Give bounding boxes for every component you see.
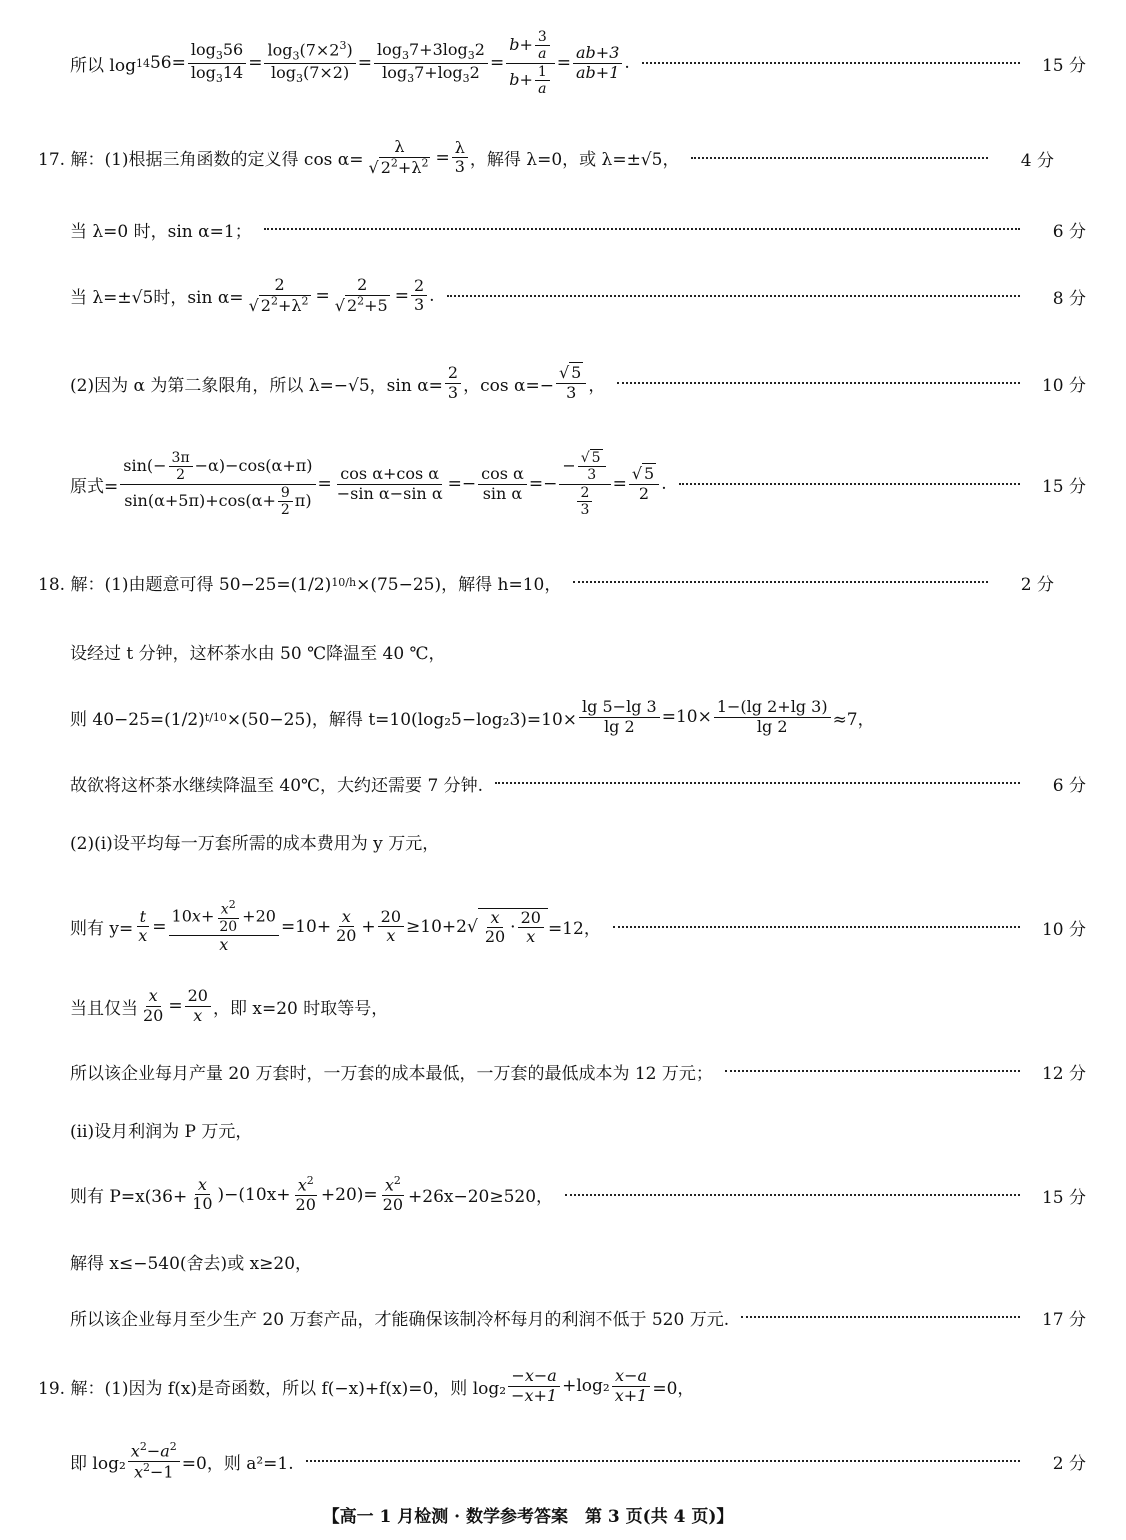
fraction: $\frac{x}{20}$: [143, 986, 164, 1025]
leader-dots: [691, 157, 988, 159]
leader-dots: [573, 581, 988, 583]
fraction: 2 √ $2^2+5$: [332, 276, 393, 315]
answer-line-17-case2: 当 λ=±√5时，sin α= 2 √ $2^2+\lambda^2$ = 2 √ $2^2+5$ = $\frac{2}{3}$ . 8 分: [0, 273, 1126, 319]
answer-line-18-2ii: (ⅱ)设月利润为 P 万元，: [70, 1121, 253, 1142]
score-label: 10 分: [1041, 919, 1086, 940]
leader-dots: [565, 1194, 1020, 1196]
answer-line-18-solve: 则 40−25=(1/2) t/10 ×(50−25)，解得 t=10(log₂5−log₂3)=10× $\frac{\lg 5-\lg 3}{\lg 2}$ =10× $\frac{1-(\lg 2+\lg 3)}{\lg 2}$ ≈7，: [70, 697, 875, 736]
answer-line-18-1: 18. 解：(1)由题意可得 50−25=(1/2) 10/h ×(75−25)，解得 h=10， 2 分: [0, 562, 1094, 602]
answer-line-19-result: 即 log₂ $\frac{x^2-a^2}{x^2-1}$ =0，则 a²=1. 2 分: [0, 1438, 1126, 1484]
fraction: 2 √ $2^2+\lambda^2$: [246, 276, 314, 315]
fraction: $\frac{\log_37+3\log_32}{\log_37+\log_32}$: [374, 41, 488, 86]
fraction: $\frac{\text{cos α+cos α}}{\text{−sin α−sin α}}$: [336, 464, 443, 503]
fraction: $\frac{1-(\lg 2+\lg 3)}{\lg 2}$: [714, 698, 831, 736]
fraction: b+ $\frac{3}{a}$ b+ $\frac{1}{a}$: [506, 29, 555, 96]
fraction: $\frac{t}{x}$: [138, 907, 148, 946]
fraction: $\frac{x^2}{20}$: [382, 1174, 404, 1215]
answer-line-18-min-cost: 所以该企业每月产量 20 万套时，一万套的成本最低，一万套的最低成本为 12 万元； 12 分: [0, 1056, 1126, 1086]
leader-dots: [679, 483, 1020, 485]
fraction: $\frac{ab+3}{ab+1}$: [573, 44, 622, 82]
fraction: $\frac{\lg 5-\lg 3}{\lg 2}$: [579, 698, 660, 736]
score-label: 10 分: [1041, 375, 1086, 396]
answer-line-17-1: 17. 解：(1)根据三角函数的定义得 cos α= λ √ $2^2+\lambda^2$ = $\frac{\lambda}{3}$ ，解得 λ=0，或 λ=±√5， 4 分: [0, 135, 1094, 181]
answer-line-18-equality: 当且仅当 $\frac{x}{20}$ = $\frac{20}{x}$ ，即 x=20 时取等号，: [70, 986, 389, 1025]
score-label: 4 分: [1020, 150, 1054, 171]
answer-line-16-conclusion: 所以 log 14 56= $\frac{\log_356}{\log_314}$ = $\frac{\log_3(7\times 2^3)}{\log_3(7\times 2)}$ = $\frac{\log_37+3\log_32}{\log_37+\log_32}$ = b+ $\frac{3}{a}$ b+ $\frac{1}{a}$ = $\frac{ab+3}{ab+1}$ . 15 分: [0, 28, 1126, 98]
answer-line-18-solution: 解得 x≤−540(舍去)或 x≥20，: [70, 1253, 313, 1274]
fraction: $\frac{2}{3}$: [445, 364, 461, 402]
score-label: 6 分: [1052, 221, 1086, 242]
answer-line-19-1: 19. 解：(1)因为 f(x)是奇函数，所以 f(−x)+f(x)=0，则 log₂ $\frac{-x-a}{-x+1}$ +log₂ $\frac{x-a}{x+1}$ =0，: [38, 1366, 695, 1405]
fraction: √ $\frac{5}{3}$: [556, 364, 586, 402]
answer-line-18-conclusion: 故欲将这杯茶水继续降温至 40℃，大约还需要 7 分钟. 6 分: [0, 768, 1126, 798]
fraction: $\frac{x^2}{20}$: [295, 1174, 316, 1215]
fraction: $\frac{x}{20}$: [336, 907, 357, 946]
fraction: sin(− $\frac{3\pi}{2}$ −α)−cos(α+π) sin(α+5π)+cos(α+ $\frac{9}{2}$ π): [120, 450, 315, 517]
fraction: $\frac{-x-a}{-x+1}$: [508, 1367, 560, 1405]
score-label: 15 分: [1041, 55, 1086, 76]
fraction: $\frac{x-a}{x+1}$: [612, 1367, 651, 1405]
fraction: 10x+ $\frac{x^2}{20}$ +20 x: [169, 899, 279, 954]
fraction: − √ $\frac{5}{3}$ $\frac{2}{3}$: [559, 450, 610, 517]
fraction: $\frac{\text{cos α}}{\text{sin α}}$: [478, 465, 527, 503]
answer-line-17-2: (2)因为 α 为第二象限角，所以 λ=−√5，sin α= $\frac{2}{3}$ ，cos α=− √ $\frac{5}{3}$ ， 10 分: [0, 360, 1126, 406]
score-label: 15 分: [1041, 1187, 1086, 1208]
fraction: $\frac{2}{3}$: [411, 277, 427, 315]
leader-dots: [447, 295, 1020, 297]
fraction: $\frac{\lambda}{3}$: [452, 139, 468, 177]
leader-dots: [725, 1070, 1020, 1072]
fraction: $\frac{x^2-a^2}{x^2-1}$: [128, 1441, 180, 1481]
score-label: 2 分: [1052, 1453, 1086, 1474]
answer-line-18-final: 所以该企业每月至少生产 20 万套产品，才能确保该制冷杯每月的利润不低于 520 万元. 17 分: [0, 1302, 1126, 1332]
fraction: $\frac{20}{x}$: [185, 987, 211, 1025]
answer-line-17-case1: 当 λ=0 时，sin α=1； 6 分: [0, 214, 1126, 244]
leader-dots: [617, 382, 1020, 384]
leader-dots: [613, 926, 1020, 928]
score-label: 17 分: [1041, 1309, 1086, 1330]
fraction: $\frac{20}{x}$: [378, 908, 404, 946]
score-label: 8 分: [1052, 288, 1086, 309]
answer-line-18-2i: (2)(ⅰ)设平均每一万套所需的成本费用为 y 万元，: [70, 833, 440, 854]
answer-line-18-profit: 则有 P=x(36+ $\frac{x}{10}$ )−(10x+ $\frac{x^2}{20}$ +20)= $\frac{x^2}{20}$ +26x−20≥520， 15 分: [0, 1172, 1126, 1218]
leader-dots: [741, 1316, 1020, 1318]
fraction: $\frac{\log_3(7\times 2^3)}{\log_3(7\times 2)}$: [264, 40, 355, 86]
score-label: 6 分: [1052, 775, 1086, 796]
leader-dots: [306, 1460, 1020, 1462]
leader-dots: [642, 62, 1020, 64]
fraction: $\frac{\log_356}{\log_314}$: [188, 41, 246, 86]
score-label: 2 分: [1020, 574, 1054, 595]
page-footer: 【高一 1 月检测 · 数学参考答案 第 3 页(共 4 页)】: [322, 1507, 734, 1527]
answer-line-17-expression: 原式= sin(− $\frac{3\pi}{2}$ −α)−cos(α+π) sin(α+5π)+cos(α+ $\frac{9}{2}$ π) = $\frac{\text{cos α+cos α}}{\text{−sin α−sin α}}$ =− $\frac{\text{cos α}}{\text{sin α}}$ =− − √ $\frac{5}{3}$ $\frac{2}{3}$ = √ $\frac{5}{2}$ . 15 分: [0, 443, 1126, 525]
answer-line-18-setup: 设经过 t 分钟，这杯茶水由 50 ℃降温至 40 ℃，: [70, 643, 446, 664]
fraction: √ $\frac{5}{2}$: [629, 465, 659, 503]
leader-dots: [495, 782, 1020, 784]
fraction: λ √ $2^2+\lambda^2$: [366, 138, 434, 177]
fraction: $\frac{x}{10}$: [192, 1175, 213, 1214]
score-label: 15 分: [1041, 476, 1086, 497]
leader-dots: [264, 228, 1020, 230]
score-label: 12 分: [1041, 1063, 1086, 1084]
answer-line-18-cost: 则有 y= $\frac{t}{x}$ = 10x+ $\frac{x^2}{20}$ +20 x =10+ $\frac{x}{20}$ + $\frac{20}{x}$ ≥10+2 √ $\frac{x}{20}$ · $\frac{20}{x}$ =12， 10 分: [0, 890, 1126, 964]
